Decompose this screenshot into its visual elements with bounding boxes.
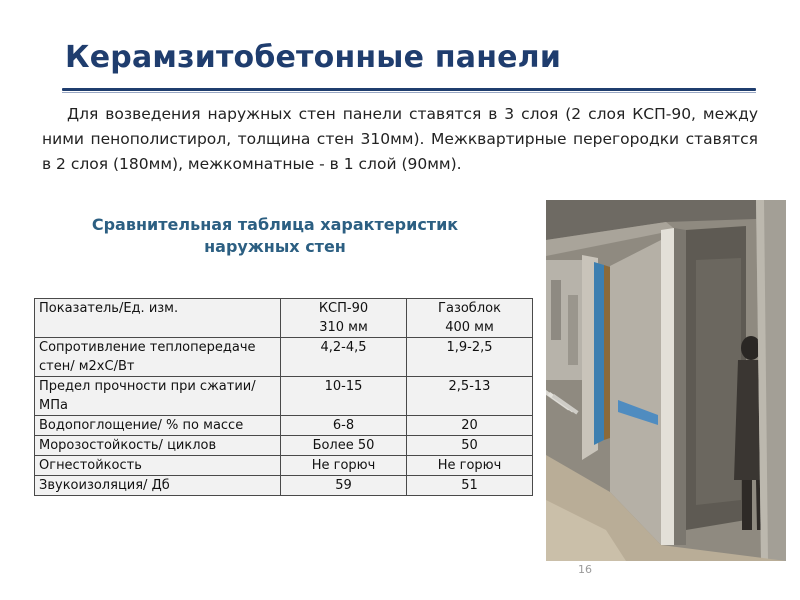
header-gazoblok-thickness: 400 мм — [445, 320, 494, 335]
intro-paragraph: Для возведения наружных стен панели ставятся в 3 слоя (2 слоя КСП-90, между ними пенополистирол, толщина стен 310мм). Межквартирные перегородки ставятся в 2 слоя (180мм), межкомнатные - в 1 слой (90мм). — [42, 105, 758, 173]
table-row — [35, 377, 533, 416]
gazoblok-value: 2,5-13 — [407, 377, 533, 416]
header-gazoblok — [407, 299, 533, 338]
row-label: Звукоизоляция/ Дб — [35, 476, 281, 496]
gazoblok-value: 1,9-2,5 — [407, 338, 533, 377]
gazoblok-value: Не горюч — [407, 456, 533, 476]
header-ksp-thickness: 310 мм — [319, 320, 368, 335]
header-gazoblok-name: Газоблок — [438, 301, 501, 316]
table-row — [35, 338, 533, 377]
ksp-value: 10-15 — [281, 377, 407, 416]
comparison-table — [34, 298, 533, 496]
title-underline — [62, 88, 756, 91]
construction-photo — [546, 200, 786, 561]
table-row — [35, 476, 533, 496]
table-row — [35, 456, 533, 476]
row-label: Водопоглощение/ % по массе — [35, 416, 281, 436]
table-row — [35, 436, 533, 456]
gazoblok-value: 51 — [407, 476, 533, 496]
table-row — [35, 416, 533, 436]
ksp-value: 4,2-4,5 — [281, 338, 407, 377]
table-caption: Сравнительная таблица характеристик наружных стен — [91, 215, 459, 256]
gazoblok-value: 50 — [407, 436, 533, 456]
gazoblok-value: 20 — [407, 416, 533, 436]
ksp-value: Более 50 — [281, 436, 407, 456]
ksp-value: 59 — [281, 476, 407, 496]
header-ksp-name: КСП-90 — [318, 301, 369, 316]
construction-photo-illustration — [546, 200, 786, 561]
row-label: Сопротивление теплопередаче стен/ м2хС/Вт — [35, 338, 281, 377]
ksp-value: 6-8 — [281, 416, 407, 436]
row-label: Предел прочности при сжатии/ МПа — [35, 377, 281, 416]
title-underline-thin — [62, 92, 756, 93]
row-label: Огнестойкость — [35, 456, 281, 476]
row-label: Морозостойкость/ циклов — [35, 436, 281, 456]
ksp-value: Не горюч — [281, 456, 407, 476]
header-ksp — [281, 299, 407, 338]
header-parameter: Показатель/Ед. изм. — [35, 299, 281, 338]
table-header-row — [35, 299, 533, 338]
page-number: 16 — [578, 563, 592, 576]
slide-title: Керамзитобетонные панели — [65, 40, 562, 75]
